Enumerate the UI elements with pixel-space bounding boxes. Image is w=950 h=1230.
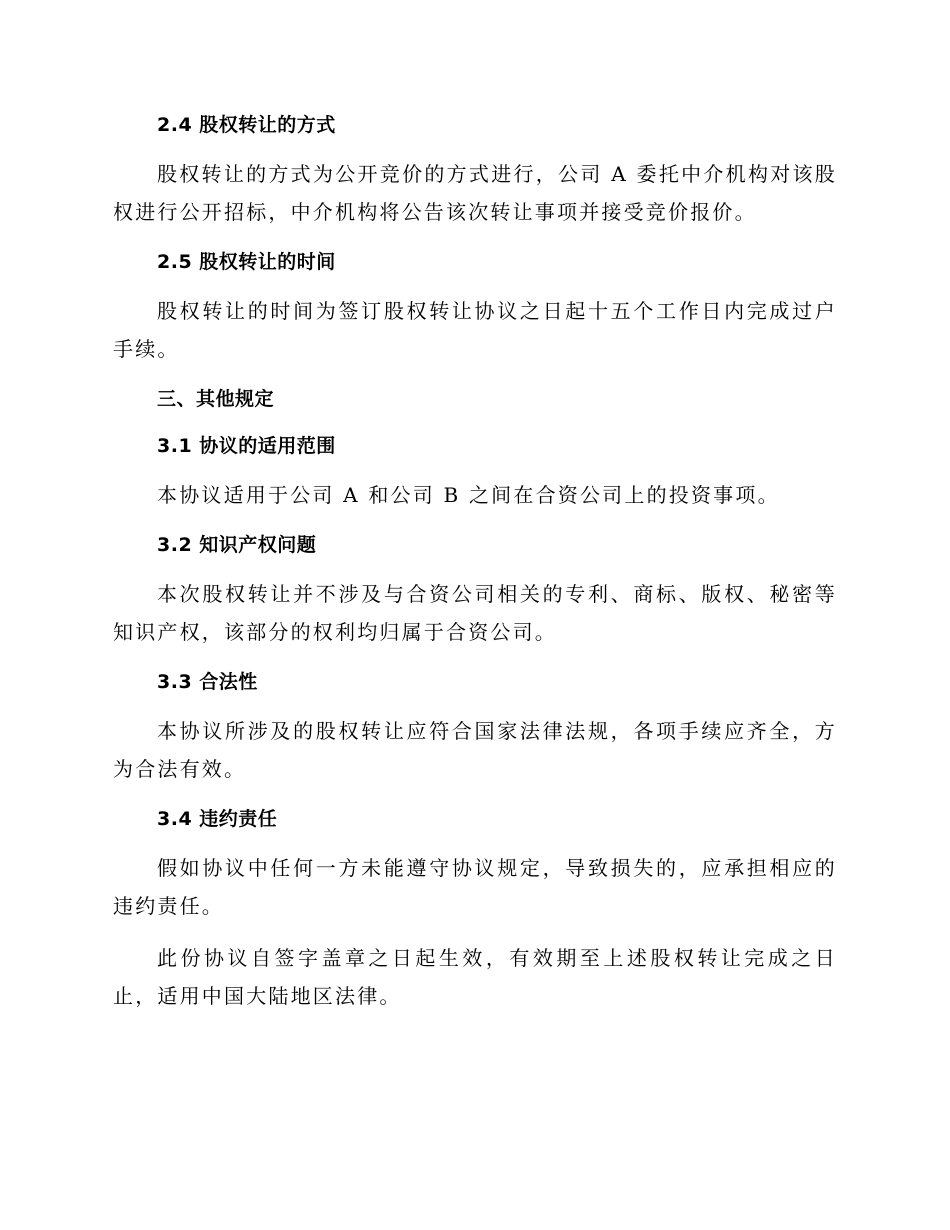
document-body [113, 108, 837, 1029]
section-paragraph-3-3: 本协议所涉及的股权转让应符合国家法律法规，各项手续应齐全，方为合法有效。 [113, 719, 837, 781]
section-paragraph-2-5: 股权转让的时间为签订股权转让协议之日起十五个工作日内完成过户手续。 [113, 299, 837, 361]
section-heading-3-4: 3.4 违约责任 [157, 808, 278, 830]
closing-paragraph: 此份协议自签字盖章之日起生效，有效期至上述股权转让完成之日止，适用中国大陆地区法律。 [113, 946, 837, 1008]
section-heading-2-5: 2.5 股权转让的时间 [157, 251, 336, 273]
section-paragraph-3-4: 假如协议中任何一方未能遵守协议规定，导致损失的，应承担相应的违约责任。 [113, 856, 837, 918]
section-heading-3-2: 3.2 知识产权问题 [157, 534, 317, 556]
section-heading-2-4: 2.4 股权转让的方式 [157, 114, 336, 136]
section-paragraph-2-4: 股权转让的方式为公开竞价的方式进行，公司 A 委托中介机构对该股权进行公开招标，中介机构将公告该次转让事项并接受竞价报价。 [113, 162, 837, 224]
section-paragraph-3-2: 本次股权转让并不涉及与合资公司相关的专利、商标、版权、秘密等知识产权，该部分的权利均归属于合资公司。 [113, 582, 837, 644]
chapter-heading-3: 三、其他规定 [157, 388, 275, 410]
section-heading-3-3: 3.3 合法性 [157, 671, 258, 693]
section-paragraph-3-1: 本协议适用于公司 A 和公司 B 之间在合资公司上的投资事项。 [157, 483, 780, 507]
section-heading-3-1: 3.1 协议的适用范围 [157, 435, 336, 457]
